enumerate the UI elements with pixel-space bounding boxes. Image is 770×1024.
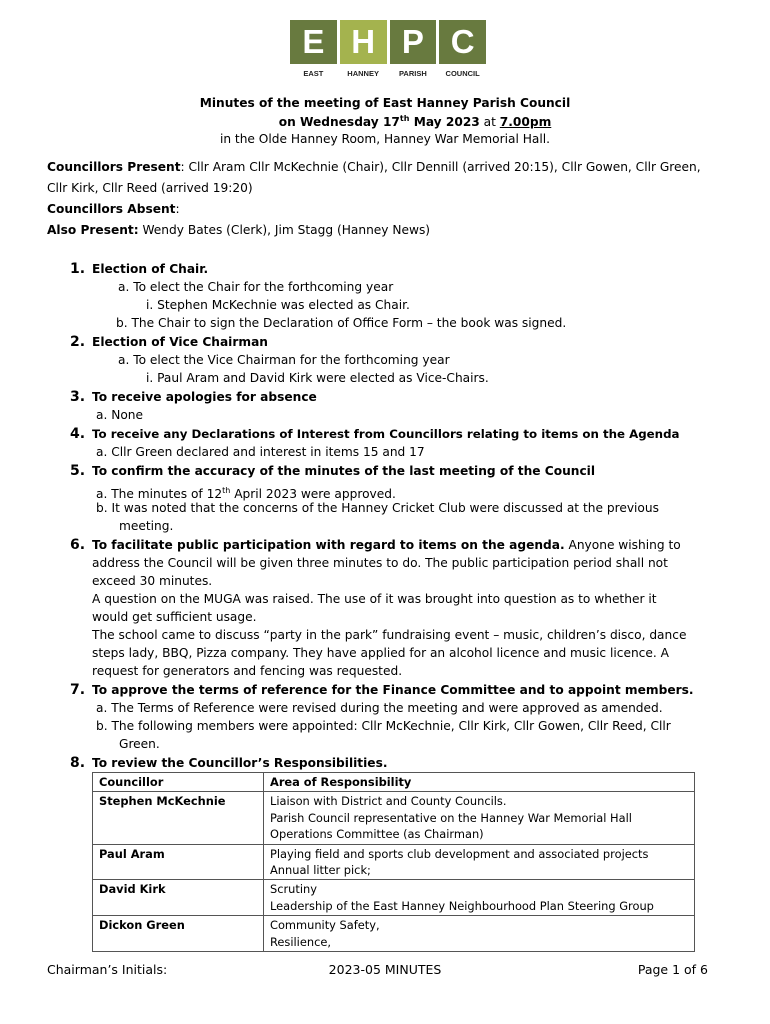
absent-label: Councillors Absent xyxy=(47,202,176,216)
responsibility-cell xyxy=(264,844,695,880)
item-number: 1. xyxy=(70,261,86,277)
table-row xyxy=(93,916,695,952)
sub-1ai: i. Stephen McKechnie was elected as Chair. xyxy=(146,298,410,312)
footer-doc-id: 2023-05 MINUTES xyxy=(328,962,442,977)
item-number: 2. xyxy=(70,334,86,350)
responsibility-cell xyxy=(264,880,695,916)
footer-initials: Chairman’s Initials: xyxy=(47,962,168,977)
logo-tile-c: C xyxy=(439,20,486,64)
responsibility-line: Community Safety, xyxy=(270,918,380,933)
sub-1a: a. To elect the Chair for the forthcoming year xyxy=(118,280,394,294)
logo-tile-h: H xyxy=(340,20,387,64)
agenda-item-4 xyxy=(70,426,730,444)
agenda-item-6 xyxy=(70,537,710,555)
present-text-2: Cllr Kirk, Cllr Reed (arrived 19:20) xyxy=(47,181,253,195)
agenda-item-3 xyxy=(70,389,710,407)
responsibilities-table xyxy=(92,772,695,952)
councillor-name: Dickon Green xyxy=(93,916,264,952)
responsibility-line: Scrutiny xyxy=(270,882,317,897)
item-title-rest: Anyone wishing to xyxy=(564,538,681,552)
date-month: May 2023 xyxy=(409,115,480,130)
item-title: To confirm the accuracy of the minutes of the last meeting of the Council xyxy=(92,464,596,478)
item-title: To review the Councillor’s Responsibilities. xyxy=(92,756,388,770)
meeting-time: 7.00pm xyxy=(499,115,552,130)
item-title: To facilitate public participation with regard to items on the agenda. xyxy=(92,538,565,552)
sub-3a: a. None xyxy=(96,408,144,422)
column-header-area: Area of Responsibility xyxy=(264,773,695,792)
responsibility-line: Parish Council representative on the Hanney War Memorial Hall xyxy=(270,810,632,825)
item-title: To receive apologies for absence xyxy=(92,390,317,404)
date-sup: th xyxy=(399,114,410,123)
item-6-line-5: would get sufficient usage. xyxy=(92,610,257,624)
meeting-date xyxy=(30,114,770,129)
responsibility-line: Playing field and sports club development and associated projects xyxy=(270,846,649,861)
logo-tile-p: P xyxy=(390,20,437,64)
item-6-line-6: The school came to discuss “party in the park” fundraising event – music, children’s disco, dance xyxy=(92,628,687,642)
sub-4a: a. Cllr Green declared and interest in items 15 and 17 xyxy=(96,445,425,459)
item-6-line-4: A question on the MUGA was raised. The use of it was brought into question as to whether it xyxy=(92,592,657,606)
date-text: on Wednesday 17 xyxy=(278,115,400,130)
item-title: To approve the terms of reference for the Finance Committee and to appoint members. xyxy=(92,683,694,697)
councillor-name: Stephen McKechnie xyxy=(93,792,264,844)
absent-text: : xyxy=(175,202,180,216)
footer-page-number: Page 1 of 6 xyxy=(637,962,708,977)
responsibility-line: Annual litter pick; xyxy=(270,863,371,878)
column-header-councillor: Councillor xyxy=(93,773,264,792)
agenda-item-5 xyxy=(70,463,710,481)
sub-7a: a. The Terms of Reference were revised during the meeting and were approved as amended. xyxy=(96,701,663,715)
agenda-item-7 xyxy=(70,682,710,700)
sub-7b-cont: Green. xyxy=(119,737,160,751)
sub-5a-sup: th xyxy=(222,486,231,495)
also-present-label: Also Present: xyxy=(47,223,139,237)
meeting-venue: in the Olde Hanney Room, Hanney War Memorial Hall. xyxy=(219,132,551,146)
table-row xyxy=(93,844,695,880)
item-number: 5. xyxy=(70,463,86,479)
councillor-name: Paul Aram xyxy=(93,844,264,880)
logo-word-council: COUNCIL xyxy=(445,69,480,78)
responsibility-line: Operations Committee (as Chairman) xyxy=(270,827,484,842)
councillors-present xyxy=(47,157,717,241)
sub-5a-text: a. The minutes of 12 xyxy=(96,487,223,502)
item-title: Election of Vice Chairman xyxy=(92,335,268,349)
responsibility-line: Leadership of the East Hanney Neighbourhood Plan Steering Group xyxy=(270,898,654,913)
logo-word-parish: PARISH xyxy=(398,69,427,78)
sub-2ai: i. Paul Aram and David Kirk were elected as Vice-Chairs. xyxy=(146,371,489,385)
item-6-line-8: request for generators and fencing was requested. xyxy=(92,664,403,678)
item-number: 7. xyxy=(70,682,86,698)
agenda-item-2 xyxy=(70,334,710,352)
sub-2a: a. To elect the Vice Chairman for the forthcoming year xyxy=(118,353,450,367)
sub-7b: b. The following members were appointed: Cllr McKechnie, Cllr Kirk, Cllr Gowen, Cllr Reed, Cllr xyxy=(96,719,671,733)
date-at: at xyxy=(479,115,500,130)
item-title: To receive any Declarations of Interest from Councillors relating to items on the Agenda xyxy=(92,427,680,441)
item-number: 6. xyxy=(70,537,86,553)
responsibility-cell xyxy=(264,916,695,952)
responsibility-line: Liaison with District and County Councils. xyxy=(270,794,507,809)
table-row xyxy=(93,792,695,844)
item-number: 4. xyxy=(70,426,86,442)
councillor-name: David Kirk xyxy=(93,880,264,916)
table-row xyxy=(93,880,695,916)
present-text: : Cllr Aram Cllr McKechnie (Chair), Cllr Dennill (arrived 20:15), Cllr Gowen, Cllr Green, xyxy=(180,160,701,174)
item-number: 3. xyxy=(70,389,86,405)
item-title: Election of Chair. xyxy=(92,262,209,276)
minutes-title: Minutes of the meeting of East Hanney Parish Council xyxy=(199,96,571,110)
sub-1b: b. The Chair to sign the Declaration of Office Form – the book was signed. xyxy=(116,316,567,330)
item-number: 8. xyxy=(70,755,86,771)
sub-5b-cont: meeting. xyxy=(119,519,174,533)
table-header-row xyxy=(93,773,695,792)
item-6-line-3: exceed 30 minutes. xyxy=(92,574,213,588)
ehpc-logo xyxy=(290,20,486,78)
logo-tile-e: E xyxy=(290,20,337,64)
also-present-text: Wendy Bates (Clerk), Jim Stagg (Hanney News) xyxy=(138,223,431,237)
present-label: Councillors Present xyxy=(47,160,181,174)
logo-word-hanney: HANNEY xyxy=(347,69,379,78)
item-6-line-2: address the Council will be given three minutes to do. The public participation period shall not xyxy=(92,556,668,570)
logo-word-east: EAST xyxy=(303,69,324,78)
sub-5b: b. It was noted that the concerns of the Hanney Cricket Club were discussed at the previous xyxy=(96,501,659,515)
agenda-item-1 xyxy=(70,261,710,279)
item-6-line-7: steps lady, BBQ, Pizza company. They have applied for an alcohol licence and music licence. A xyxy=(92,646,669,660)
agenda-item-8 xyxy=(70,755,710,773)
sub-5a-text-2: April 2023 were approved. xyxy=(230,487,396,502)
responsibility-cell xyxy=(264,792,695,844)
responsibility-line: Resilience, xyxy=(270,934,331,949)
